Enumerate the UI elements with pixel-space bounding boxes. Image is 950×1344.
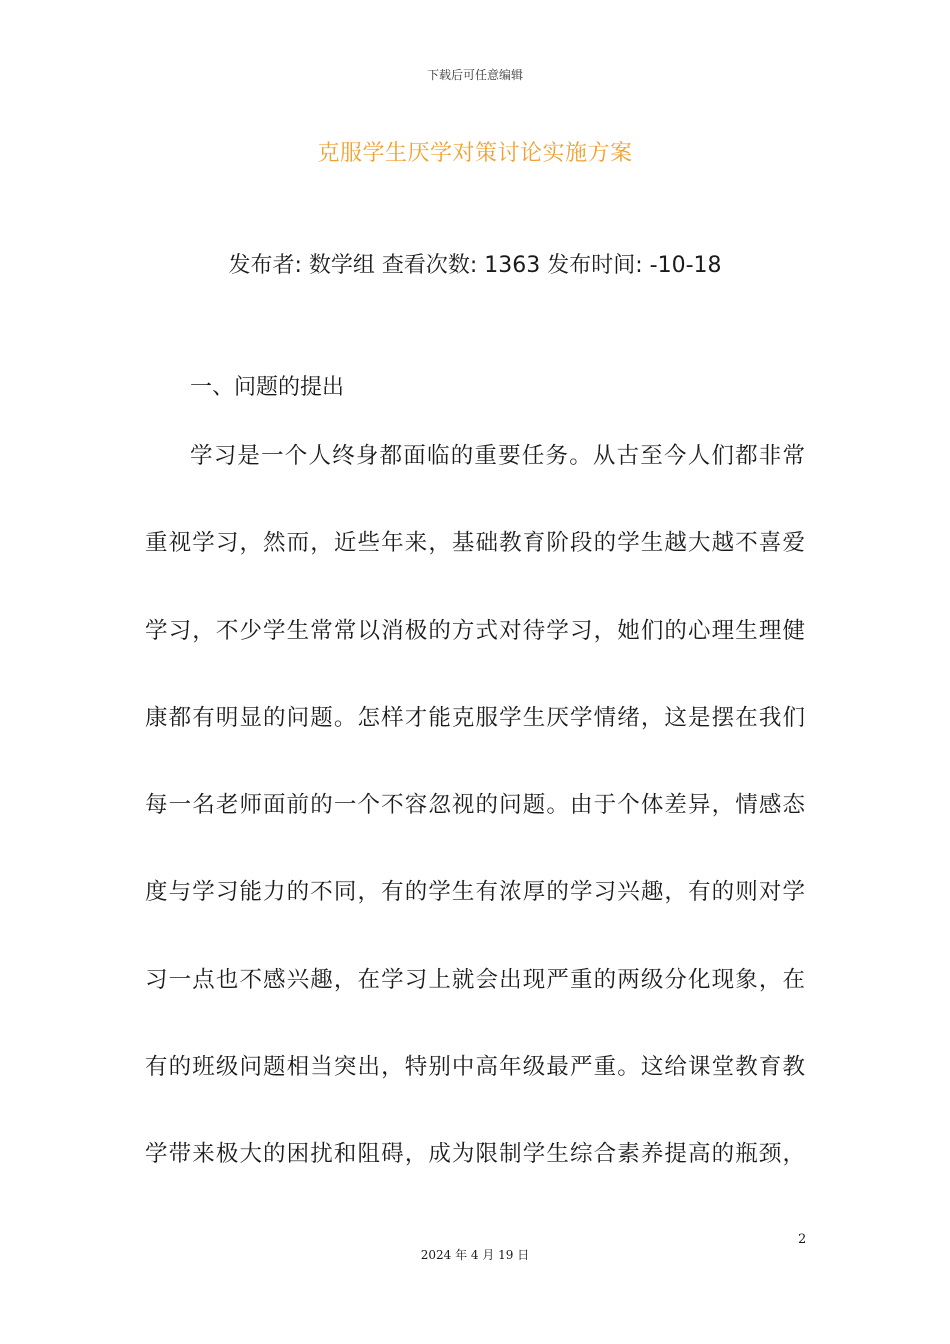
publish-meta: 发布者: 数学组 查看次数: 1363 发布时间: -10-18: [228, 253, 722, 278]
document-title: 克服学生厌学对策讨论实施方案: [317, 141, 633, 166]
page-number: 2: [798, 1232, 807, 1247]
paragraph-line: 学习，不少学生常常以消极的方式对待学习，她们的心理生理健: [145, 617, 805, 644]
footer-date: 2024 年 4 月 19 日: [420, 1248, 530, 1262]
header-note: 下载后可任意编辑: [426, 68, 523, 82]
body-paragraph: [145, 438, 805, 1224]
paragraph-line: 有的班级问题相当突出，特别中高年级最严重。这给课堂教育教: [145, 1054, 805, 1081]
paragraph-line: 学带来极大的困扰和阻碍，成为限制学生综合素养提高的瓶颈，: [145, 1141, 805, 1168]
section-heading: 一、问题的提出: [190, 375, 345, 400]
paragraph-line: 度与学习能力的不同，有的学生有浓厚的学习兴趣，有的则对学: [145, 879, 805, 906]
paragraph-line: 康都有明显的问题。怎样才能克服学生厌学情绪，这是摆在我们: [145, 704, 805, 731]
paragraph-line: 习一点也不感兴趣，在学习上就会出现严重的两级分化现象，在: [145, 966, 805, 993]
paragraph-line: 重视学习，然而，近些年来，基础教育阶段的学生越大越不喜爱: [145, 530, 805, 557]
paragraph-line: 每一名老师面前的一个不容忽视的问题。由于个体差异，情感态: [145, 792, 805, 819]
paragraph-line: 学习是一个人终身都面临的重要任务。从古至今人们都非常: [190, 443, 805, 469]
